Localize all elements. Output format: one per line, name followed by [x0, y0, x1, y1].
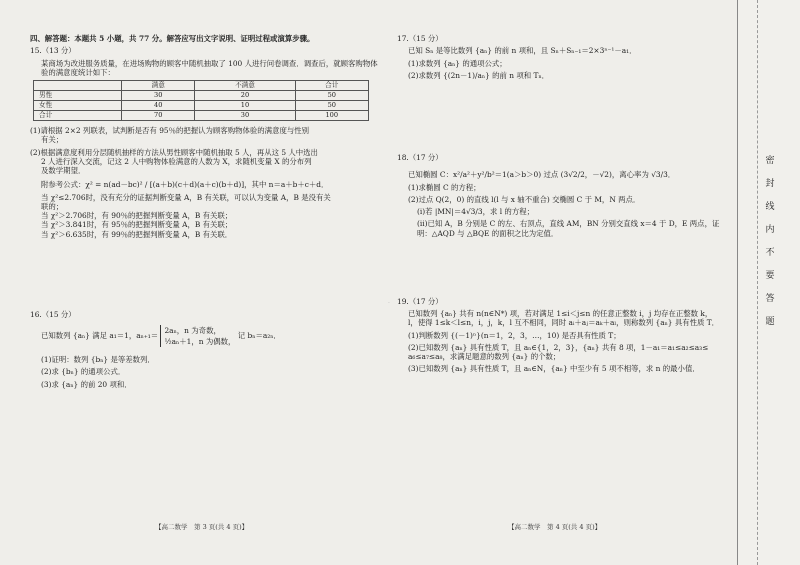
q15-part1	[30, 126, 382, 145]
q19-lead	[397, 309, 727, 328]
q17-part: (1)求数列 {aₙ} 的通项公式；	[408, 58, 507, 68]
survey-table	[33, 80, 369, 121]
q16-definition	[30, 325, 382, 347]
q15-part2-line: 及数学期望．	[41, 166, 86, 175]
q16-part: (2)求 {bₙ} 的通项公式．	[41, 367, 126, 377]
q18-part: (2)过点 Q(2，0) 的直线 l(l 与 x 轴不重合) 交椭圆 C 于 M，N 两点．	[408, 194, 641, 204]
q18-lead: 已知椭圆 C：x²/a²＋y²/b²＝1(a＞b＞0) 过点 (3√2/2，－√2)，离心率为 √3/3．	[408, 170, 676, 180]
table-cell: 30	[122, 91, 195, 101]
q15-note-line: 当 χ²≤2.706时，没有充分的证据判断变量 A，B 有关联，可以认为变量 A，B 是没有关	[41, 192, 331, 202]
q15-note-line: 当 χ²＞3.841时，有 95％的把握判断变量 A，B 有关联；	[41, 220, 233, 230]
center-divider: ·	[388, 300, 390, 307]
q15-note	[30, 193, 382, 239]
q19-part: (3)已知数列 {aₙ} 具有性质 T，且 aₙ∈N，{aₙ} 中至少有 5 项不相等，求 n 的最小值．	[408, 364, 700, 374]
q16-case: ½aₙ＋1，n 为偶数，	[164, 337, 236, 347]
q19-lead-line: l，使得 1≤k＜l≤n，i，j，k，l 互不相同，同时 aᵢ＋aⱼ＝aₖ＋aₗ，则称数列 {aₙ} 具有性质 T．	[408, 318, 720, 328]
seal-strip	[737, 0, 800, 565]
table-cell: 70	[122, 111, 195, 121]
table-cell: 男性	[34, 91, 122, 101]
q16-case: 2aₙ，n 为奇数，	[164, 326, 221, 335]
table-row	[34, 111, 369, 121]
q16-part: (3)求 {aₙ} 的前 20 项和．	[41, 379, 132, 389]
table-row	[34, 101, 369, 111]
q19-part	[397, 343, 727, 362]
table-cell: 女性	[34, 101, 122, 111]
q17-head: 17.（15 分）	[397, 34, 443, 43]
seal-dashed-line	[757, 0, 758, 565]
q16-lead: 已知数列 {aₙ} 满足 a₁＝1，aₙ₊₁＝	[41, 331, 159, 341]
seal-warning: 密 封 线 内 不 要 答 题	[765, 156, 775, 327]
q15-part2	[30, 148, 382, 176]
q15-part2-line: (2)根据满意度利用分层随机抽样的方法从男性顾客中随机抽取 5 人，再从这 5 人中选出	[30, 147, 318, 157]
section-header: 四、解答题：本题共 5 小题，共 77 分。解答应写出文字说明、证明过程或演算步骤。	[30, 34, 315, 43]
left-page	[30, 34, 382, 392]
q15-note-line: 当 χ²＞6.635时，有 99％的把握判断变量 A，B 有关联．	[41, 229, 233, 239]
table-header-cell: 满意	[122, 81, 195, 91]
table-header-cell: 合计	[295, 81, 368, 91]
table-header-row	[34, 81, 369, 91]
q17-part: (2)求数列 {(2n－1)/aₙ} 的前 n 项和 Tₙ．	[408, 70, 550, 80]
table-header-cell	[34, 81, 122, 91]
table-cell: 合计	[34, 111, 122, 121]
q19-lead-line: 已知数列 {aₙ} 共有 n(n∈N*) 项，若对满足 1≤i＜j≤n 的任意正整数 i，j 均存在正整数 k，	[408, 309, 713, 318]
q18-part-line: (ii)已知 A，B 分别是 C 的左、右顶点，直线 AM，BN 分别交直线 x＝4 于 D，E 两点，证	[417, 219, 720, 229]
chi-square-formula: 附参考公式：χ² = n(ad－bc)² / [(a＋b)(c＋d)(a＋c)(b＋d)]，其中 n＝a＋b＋c＋d．	[41, 180, 329, 190]
q15-part2-line: 2 人进行深入交流，记这 2 人中购物体验满意的人数为 X，求随机变量 X 的分布列	[41, 156, 312, 166]
q18-part: (i)若 |MN|＝4√3/3，求 l 的方程；	[417, 207, 534, 216]
q18-part-line: 明：△AQD 与 △BQE 的面积之比为定值．	[417, 228, 559, 238]
table-cell: 10	[195, 101, 295, 111]
footer-left: 【高二数学 第 3 页(共 4 页)】	[155, 523, 249, 531]
q19-head: 19.（17 分）	[397, 296, 443, 306]
q19-part-line: (2)已知数列 {aₙ} 具有性质 T，且 aₙ∈{1，2，3}，{aₙ} 共有 8 项，1－a₁＝a₁≤a₂≤a₃≤	[408, 342, 709, 352]
q15-part1-line: 有关；	[41, 135, 64, 145]
table-cell: 50	[295, 91, 368, 101]
q16-tail: 记 bₙ＝a₂ₙ．	[237, 331, 281, 341]
q19-part: (1)判断数列 {(－1)ⁿ}(n＝1，2，3，…，10) 是否具有性质 T；	[408, 330, 621, 340]
q15-head: 15.（13 分）	[30, 46, 76, 56]
piecewise-brace	[160, 325, 235, 347]
q17-lead: 已知 Sₙ 是等比数列 {aₙ} 的前 n 项和，且 Sₙ＋Sₙ₋₁＝2×3ⁿ⁻¹－a₁．	[408, 46, 637, 56]
right-page	[397, 34, 727, 377]
table-cell: 20	[195, 91, 295, 101]
q18-part	[397, 219, 727, 238]
table-cell: 40	[122, 101, 195, 111]
q16-head: 16.（15 分）	[30, 309, 76, 319]
q18-head: 18.（17 分）	[397, 153, 443, 162]
table-header-cell: 不满意	[195, 81, 295, 91]
q15-part1-line: (1)请根据 2×2 列联表，试判断是否有 95％的把握认为顾客购物体验的满意度与性别	[30, 126, 310, 135]
table-cell: 50	[295, 101, 368, 111]
q15-intro: 某商场为改进服务质量，在进场购物的顾客中随机抽取了 100 人进行问卷调查．调查后，就顾客购物体验的满意度统计如下：	[41, 58, 378, 77]
q16-part: (1)证明：数列 {bₙ} 是等差数列．	[41, 355, 155, 365]
q15-note-line: 联的；	[41, 201, 64, 211]
table-cell: 100	[295, 111, 368, 121]
q18-part: (1)求椭圆 C 的方程；	[408, 182, 481, 192]
table-row	[34, 91, 369, 101]
q19-part-line: a₆≤a₇≤a₈，求满足题意的数列 {aₙ} 的个数；	[408, 352, 561, 361]
footer-right: 【高二数学 第 4 页(共 4 页)】	[508, 523, 602, 531]
q15-note-line: 当 χ²＞2.706时，有 90％的把握判断变量 A，B 有关联；	[41, 211, 233, 220]
table-cell: 30	[195, 111, 295, 121]
